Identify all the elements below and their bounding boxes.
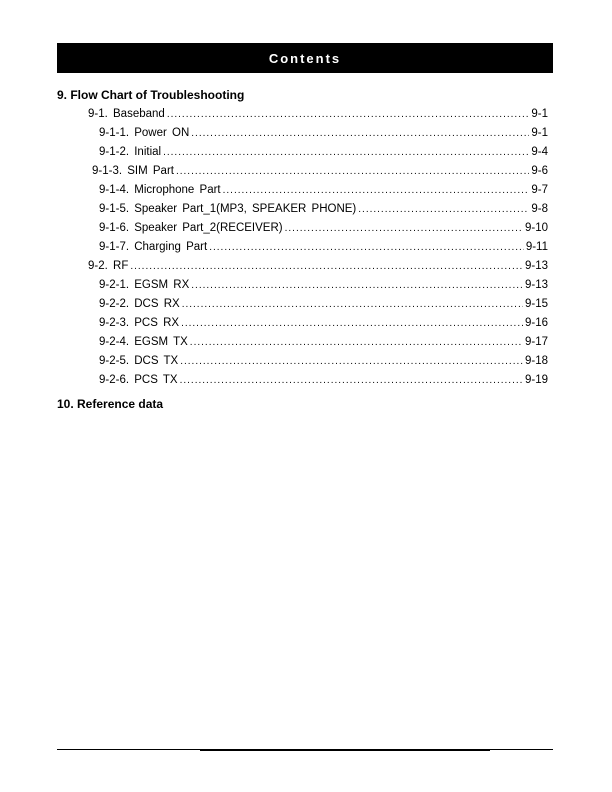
- toc-entry-page: 9-1: [531, 127, 548, 139]
- toc-entry-page: 9-8: [531, 203, 548, 215]
- toc-entry-label: 9-2. RF: [88, 260, 129, 272]
- toc-leader-dots: [209, 242, 524, 253]
- toc-leader-dots: [191, 128, 529, 139]
- toc-entry-label: 9-2-2. DCS RX: [99, 298, 180, 310]
- toc-leader-dots: [167, 109, 530, 120]
- toc-entry-page: 9-1: [531, 108, 548, 120]
- toc-leader-dots: [163, 147, 529, 158]
- toc-entry-page: 9-6: [531, 165, 548, 177]
- toc-entry-label: 9-2-5. DCS TX: [99, 355, 179, 367]
- toc-leader-dots: [285, 223, 523, 234]
- toc-leader-dots: [180, 356, 523, 367]
- toc-entry-9-1-6[interactable]: [99, 222, 548, 234]
- toc-entry-9-2-3[interactable]: [99, 317, 548, 329]
- section-heading-9: 9. Flow Chart of Troubleshooting: [57, 88, 245, 102]
- toc-entry-9-2-5[interactable]: [99, 355, 548, 367]
- toc-leader-dots: [180, 375, 523, 386]
- toc-entry-label: 9-1-3. SIM Part: [92, 165, 174, 177]
- toc-entry-9-2[interactable]: [88, 260, 548, 272]
- toc-entry-label: 9-2-1. EGSM RX: [99, 279, 190, 291]
- toc-entry-label: 9-1-5. Speaker Part_1(MP3, SPEAKER PHONE): [99, 203, 357, 215]
- toc-leader-dots: [182, 299, 523, 310]
- page-title: Contents: [268, 50, 342, 66]
- toc-leader-dots: [191, 280, 523, 291]
- toc-entry-9-1-3[interactable]: [92, 165, 548, 177]
- toc-entry-9-2-6[interactable]: [99, 374, 548, 386]
- toc-entry-9-2-1[interactable]: [99, 279, 548, 291]
- toc-entry-label: 9-2-3. PCS RX: [99, 317, 180, 329]
- toc-entry-page: 9-7: [531, 184, 548, 196]
- footer-rule-accent: [200, 749, 490, 751]
- toc-entry-page: 9-15: [524, 298, 548, 310]
- toc-entry-label: 9-2-6. PCS TX: [99, 374, 178, 386]
- toc-leader-dots: [358, 204, 529, 215]
- toc-leader-dots: [130, 261, 523, 272]
- toc-entry-9-1-7[interactable]: [99, 241, 548, 253]
- toc-entry-page: 9-11: [525, 241, 548, 253]
- toc-entry-label: 9-1-2. Initial: [99, 146, 162, 158]
- toc-entry-page: 9-13: [524, 260, 548, 272]
- toc-entry-9-1[interactable]: [88, 108, 548, 120]
- toc-leader-dots: [176, 166, 529, 177]
- toc-leader-dots: [223, 185, 530, 196]
- toc-entry-label: 9-1-1. Power ON: [99, 127, 190, 139]
- toc-entry-9-1-5[interactable]: [99, 203, 548, 215]
- toc-entry-page: 9-4: [531, 146, 548, 158]
- toc-entry-9-1-2[interactable]: [99, 146, 548, 158]
- toc-entry-page: 9-13: [524, 279, 548, 291]
- toc-entry-9-2-2[interactable]: [99, 298, 548, 310]
- toc-entry-label: 9-1-6. Speaker Part_2(RECEIVER): [99, 222, 283, 234]
- toc-leader-dots: [181, 318, 523, 329]
- contents-header-bar: [57, 43, 553, 73]
- toc-entry-page: 9-10: [524, 222, 548, 234]
- toc-entry-9-1-4[interactable]: [99, 184, 548, 196]
- toc-entry-page: 9-16: [524, 317, 548, 329]
- section-heading-10: 10. Reference data: [57, 397, 164, 411]
- toc-entry-page: 9-19: [524, 374, 548, 386]
- toc-leader-dots: [190, 337, 523, 348]
- toc-entry-9-2-4[interactable]: [99, 336, 548, 348]
- toc-entry-9-1-1[interactable]: [99, 127, 548, 139]
- toc-entry-page: 9-18: [524, 355, 548, 367]
- toc-entry-label: 9-1-7. Charging Part: [99, 241, 208, 253]
- toc-entry-label: 9-1. Baseband: [88, 108, 165, 120]
- toc-entry-label: 9-2-4. EGSM TX: [99, 336, 188, 348]
- toc-entry-page: 9-17: [524, 336, 548, 348]
- toc-entry-label: 9-1-4. Microphone Part: [99, 184, 221, 196]
